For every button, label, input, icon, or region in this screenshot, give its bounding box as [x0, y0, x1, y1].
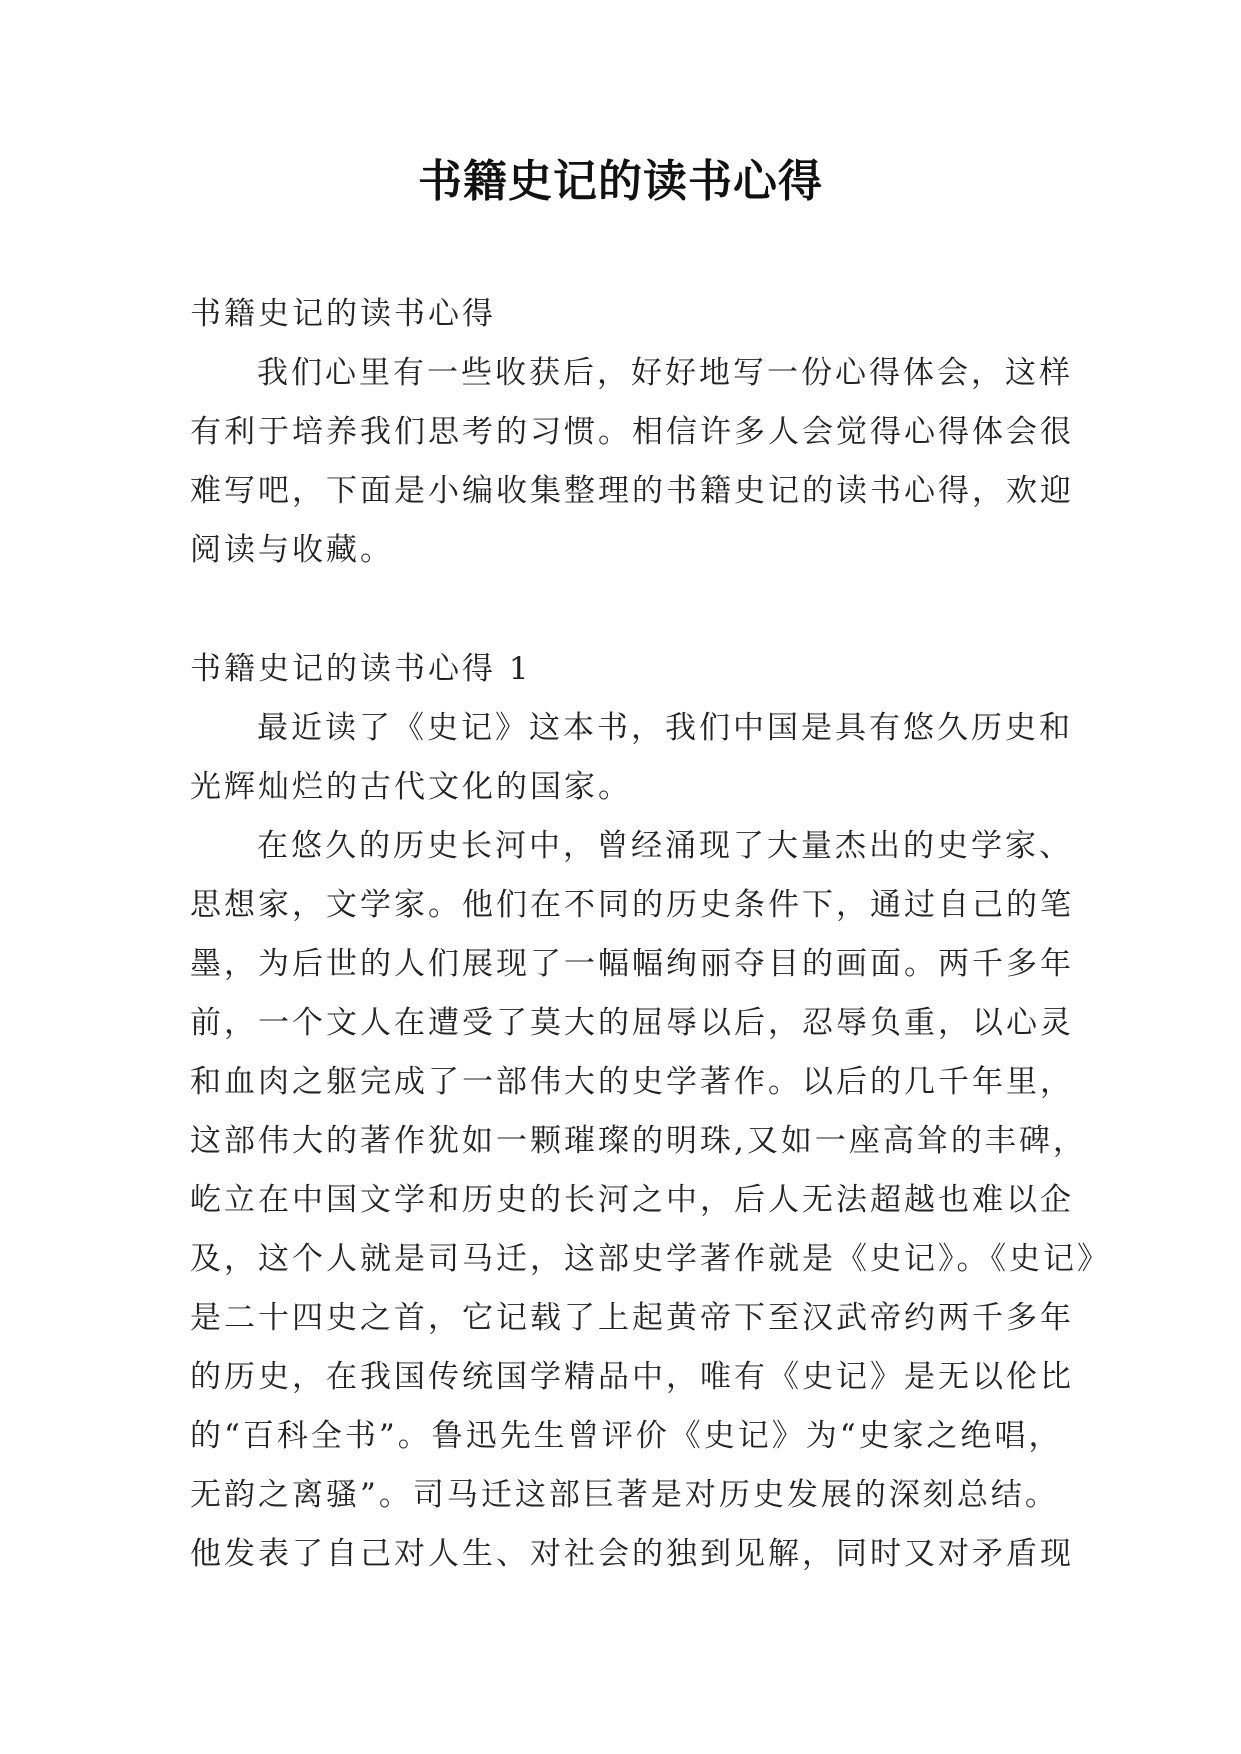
intro-paragraph-line: 难写吧，下面是小编收集整理的书籍史记的读书心得，欢迎: [190, 473, 1074, 509]
intro-paragraph-line: 有利于培养我们思考的习惯。相信许多人会觉得心得体会很: [190, 414, 1074, 450]
intro-paragraph-line: 我们心里有一些收获后，好好地写一份心得体会，这样: [257, 355, 1073, 391]
section-1-paragraph-2-line: 这部伟大的著作犹如一颗璀璨的明珠,又如一座高耸的丰碑，: [190, 1123, 1087, 1159]
section-1-paragraph-2-line: 前，一个文人在遭受了莫大的屈辱以后，忍辱负重，以心灵: [190, 1005, 1074, 1041]
section-1-paragraph-2-line: 和血肉之躯完成了一部伟大的史学著作。以后的几千年里，: [190, 1064, 1074, 1100]
section-1-block: [190, 640, 1111, 1584]
section-1-heading: 书籍史记的读书心得 1: [190, 651, 532, 687]
section-1-paragraph-2-line: 及，这个人就是司马迁，这部史学著作就是《史记》。《史记》: [190, 1241, 1111, 1277]
section-1-paragraph-1-line: 光辉灿烂的古代文化的国家。: [190, 769, 632, 805]
document-title: 书籍史记的读书心得: [418, 156, 823, 207]
section-1-paragraph-2-line: 的历史，在我国传统国学精品中，唯有《史记》是无以伦比: [190, 1359, 1074, 1395]
section-1-paragraph-2-line: 的“百科全书”。鲁迅先生曾评价《史记》为“史家之绝唱，: [190, 1418, 1063, 1454]
intro-heading: 书籍史记的读书心得: [190, 296, 496, 332]
intro-block: [190, 285, 1074, 580]
section-1-paragraph-2-line: 屹立在中国文学和历史的长河之中，后人无法超越也难以企: [190, 1182, 1074, 1218]
section-1-paragraph-2-line: 思想家，文学家。他们在不同的历史条件下，通过自己的笔: [190, 887, 1074, 923]
section-1-paragraph-2-line: 在悠久的历史长河中，曾经涌现了大量杰出的史学家、: [257, 828, 1073, 864]
section-1-paragraph-2-line: 他发表了自己对人生、对社会的独到见解，同时又对矛盾现: [190, 1536, 1074, 1572]
intro-paragraph-line: 阅读与收藏。: [190, 532, 394, 568]
section-1-paragraph-2-line: 无韵之离骚”。司马迁这部巨著是对历史发展的深刻总结。: [190, 1477, 1059, 1513]
section-1-paragraph-1-line: 最近读了《史记》这本书，我们中国是具有悠久历史和: [257, 710, 1073, 746]
section-1-paragraph-2-line: 墨，为后世的人们展现了一幅幅绚丽夺目的画面。两千多年: [190, 946, 1074, 982]
section-1-paragraph-2-line: 是二十四史之首，它记载了上起黄帝下至汉武帝约两千多年: [190, 1300, 1074, 1336]
